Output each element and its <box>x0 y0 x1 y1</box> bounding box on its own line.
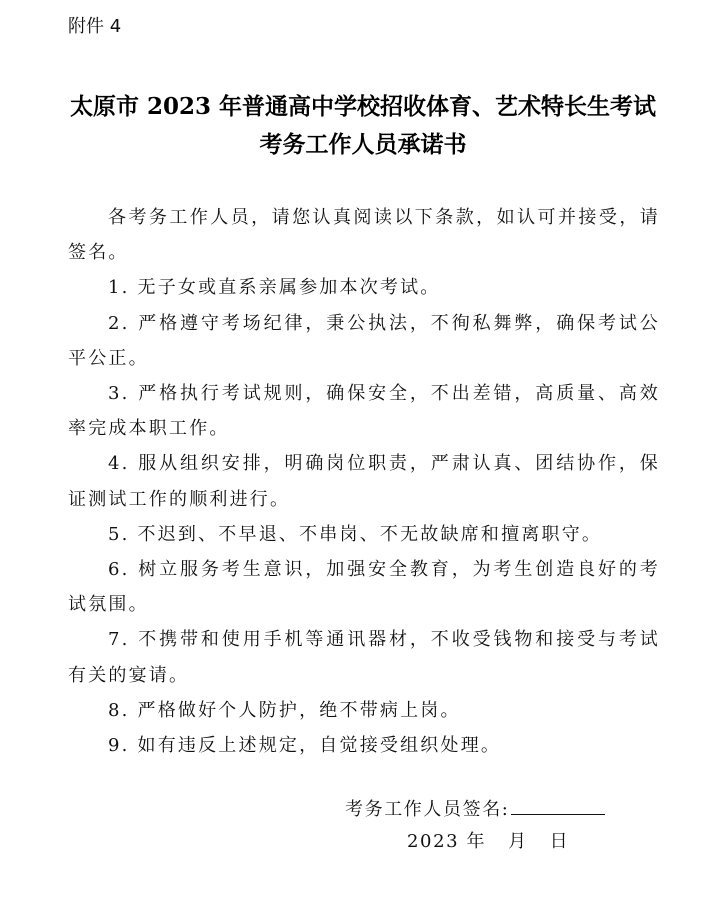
clause-5: 5. 不迟到、不早退、不串岗、不无故缺席和擅离职守。 <box>108 523 603 545</box>
document-title-line-2: 考务工作人员承诺书 <box>259 131 467 158</box>
signature-label: 考务工作人员签名: <box>345 799 510 820</box>
clause-6: 6. 树立服务考生意识，加强安全教育，为考生创造良好的考试氛围。 <box>68 559 660 616</box>
clause-3: 3. 严格执行考试规则，确保安全，不出差错，高质量、高效率完成本职工作。 <box>68 383 660 440</box>
clause-8: 8. 严格做好个人防护，绝不带病上岗。 <box>108 699 461 721</box>
clause-2: 2. 严格遵守考场纪律，秉公执法，不徇私舞弊，确保考试公平公正。 <box>68 312 660 369</box>
signature-row <box>345 794 605 824</box>
document-body <box>68 200 660 763</box>
intro-paragraph: 各考务工作人员，请您认真阅读以下条款，如认可并接受，请签名。 <box>68 207 660 264</box>
date-line: 2023 年 月 日 <box>407 831 570 852</box>
clause-9: 9. 如有违反上述规定，自觉接受组织处理。 <box>108 735 502 757</box>
signature-blank-line[interactable] <box>511 794 605 815</box>
clause-4: 4. 服从组织安排，明确岗位职责，严肃认真、团结协作，保证测试工作的顺利进行。 <box>68 453 660 510</box>
clause-1: 1. 无子女或直系亲属参加本次考试。 <box>108 277 441 299</box>
clause-7: 7. 不携带和使用手机等通讯器材，不收受钱物和接受与考试有关的宴请。 <box>68 629 660 686</box>
document-title-line-1: 太原市 2023 年普通高中学校招收体育、艺术特长生考试 <box>69 93 657 120</box>
attachment-label: 附件 4 <box>68 16 122 37</box>
